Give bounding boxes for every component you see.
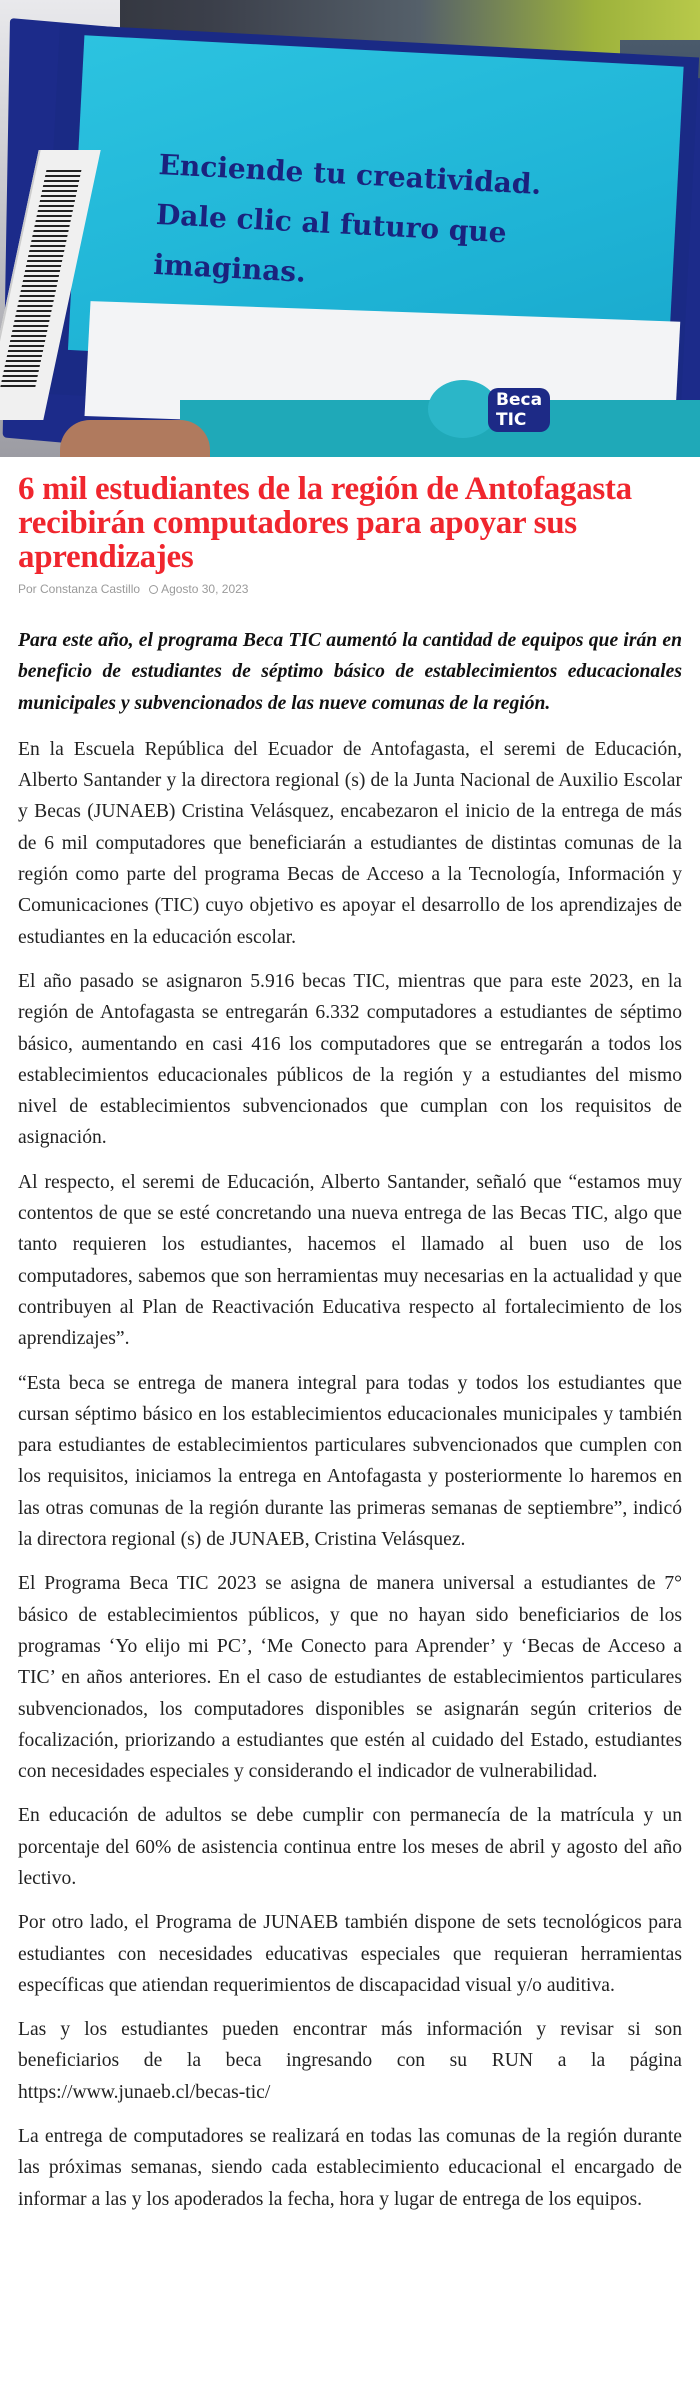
slogan-line: Enciende tu creatividad. xyxy=(157,147,543,201)
article-body xyxy=(18,625,682,2228)
article-lead: Para este año, el programa Beca TIC aumentó la cantidad de equipos que irán en beneficio de estudiantes de séptimo básico de establecimientos educacionales municipales y subvencionados de las nueve comunas de la región. xyxy=(18,630,682,714)
hero-image xyxy=(0,0,700,457)
publish-date: Agosto 30, 2023 xyxy=(161,582,249,596)
slogan-line: imaginas. xyxy=(152,247,307,289)
logo-line: TIC xyxy=(496,410,527,430)
paragraph: El año pasado se asignaron 5.916 becas TIC, mientras que para este 2023, en la región de Antofagasta se entregarán 6.332 computadores a estudiantes de séptimo básico, aumentando en casi 416 los computadores que se entregarán a todos los establecimientos educacionales públicos de la región y a estudiantes del mismo nivel de establecimientos subvencionados que cumplan con los requisitos de asignación. xyxy=(18,970,682,1149)
beca-tic-logo xyxy=(488,388,550,432)
paragraph: “Esta beca se entrega de manera integral para todas y todos los estudiantes que cursan séptimo básico en los establecimientos educacionales municipales y también para estudiantes de establecimientos particulares subvencionados que cumplen con los requisitos, iniciamos la entrega en Antofagasta y posteriormente lo haremos en las otras comunas de la región durante las primeras semanas de septiembre”, indicó la directora regional (s) de JUNAEB, Cristina Velásquez. xyxy=(18,1372,682,1551)
logo-line: Beca xyxy=(496,390,543,410)
paragraph: La entrega de computadores se realizará en todas las comunas de la región durante las próximas semanas, siendo cada establecimiento educacional el encargado de informar a las y los apoderados la fecha, hora y lugar de entrega de los equipos. xyxy=(18,2126,682,2210)
author-link[interactable]: Por Constanza Castillo xyxy=(18,582,141,596)
paragraph: Las y los estudiantes pueden encontrar más información y revisar si son beneficiarios de la beca ingresando con su RUN a la página https://www.junaeb.cl/becas-tic/ xyxy=(18,2019,682,2103)
article-meta xyxy=(18,582,248,596)
paragraph: En la Escuela República del Ecuador de Antofagasta, el seremi de Educación, Alberto Santander y la directora regional (s) de la Junta Nacional de Auxilio Escolar y Becas (JUNAEB) Cristina Velásquez, encabezaron el inicio de la entrega de más de 6 mil computadores que beneficiarán a estudiantes de distintas comunas de la región como parte del programa Becas de Acceso a la Tecnología, Información y Comunicaciones (TIC) cuyo objetivo es apoyar el desarrollo de los aprendizajes de estudiantes en la educación escolar. xyxy=(18,738,682,948)
slogan-line: Dale clic al futuro que xyxy=(155,197,508,250)
paragraph: El Programa Beca TIC 2023 se asigna de manera universal a estudiantes de 7° básico de establecimientos públicos, y que no hayan sido beneficiarios de los programas ‘Yo elijo mi PC’, ‘Me Conecto para Aprender’ y ‘Becas de Acceso a TIC’ en años anteriores. En el caso de estudiantes de establecimientos particulares subvencionados, los computadores disponibles se asignarán según criterios de focalización, priorizando a estudiantes que estén al cuidado del Estado, estudiantes con necesidades especiales y considerando el indicador de vulnerabilidad. xyxy=(18,1573,682,1783)
article-title: 6 mil estudiantes de la región de Antofagasta recibirán computadores para apoyar sus aprendizajes xyxy=(18,471,632,575)
hand xyxy=(60,420,210,457)
paragraph: Al respecto, el seremi de Educación, Alberto Santander, señaló que “estamos muy contentos de que se esté concretando una nueva entrega de las Becas TIC, algo que tanto requieren los estudiantes, hacemos el llamado al buen uso de los computadores, sabemos que son herramientas muy necesarias en la actualidad y que contribuyen al Plan de Reactivación Educativa respecto al fortalecimiento de los aprendizajes”. xyxy=(18,1171,682,1350)
box-slogan xyxy=(152,140,579,312)
paragraph: En educación de adultos se debe cumplir con permanecía de la matrícula y un porcentaje del 60% de asistencia continua entre los meses de abril y agosto del año lectivo. xyxy=(18,1805,682,1889)
clock-icon xyxy=(149,585,158,594)
paragraph: Por otro lado, el Programa de JUNAEB también dispone de sets tecnológicos para estudiantes con necesidades educativas especiales que requieran herramientas específicas que atiendan requerimientos de discapacidad visual y/o auditiva. xyxy=(18,1912,682,1996)
